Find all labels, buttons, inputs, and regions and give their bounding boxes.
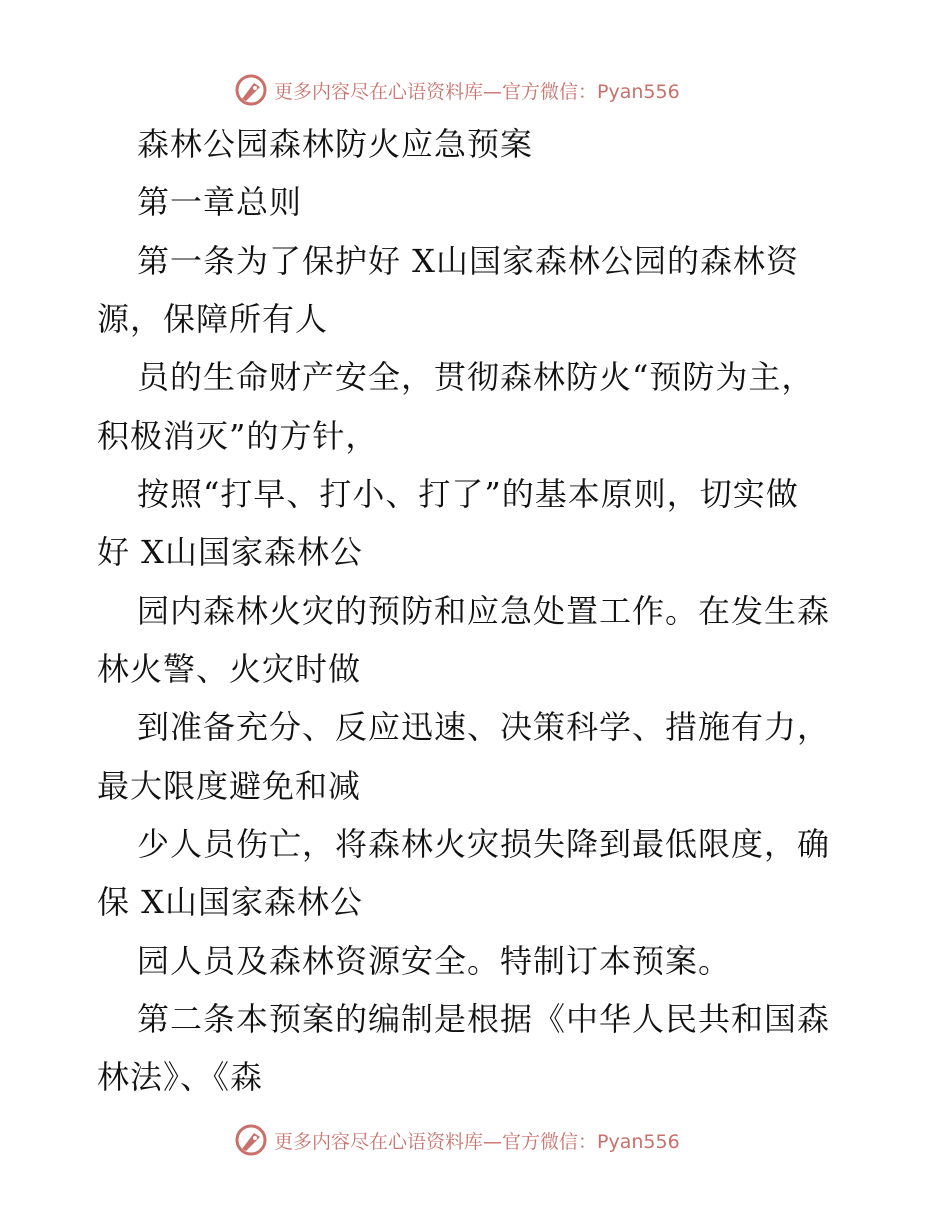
text-line: 到准备充分、反应迅速、决策科学、措施有力， xyxy=(137,708,831,746)
watermark-text: 更多内容尽在心语资料库—官方微信：Pyan556 xyxy=(274,1130,680,1153)
text-line: 第二条本预案的编制是根据《中华人民共和国森 xyxy=(137,1000,831,1038)
text-line: 园人员及森林资源安全。特制订本预案。 xyxy=(137,942,732,980)
text-line: 第一条为了保护好 X山国家森林公园的森林资 xyxy=(137,242,799,280)
text-line: 源，保障所有人 xyxy=(97,300,329,338)
text-line: 员的生命财产安全，贯彻森林防火“预防为主， xyxy=(137,358,815,396)
text-line: 林法》、《森 xyxy=(97,1058,264,1096)
text-line: 积极消灭”的方针， xyxy=(97,417,379,455)
pen-nib-logo-icon xyxy=(234,73,268,107)
text-line: 最大限度避免和减 xyxy=(97,767,362,805)
pen-nib-logo-icon xyxy=(234,1123,268,1157)
text-line: 少人员伤亡，将森林火灾损失降到最低限度，确 xyxy=(137,825,831,863)
text-line: 好 X山国家森林公 xyxy=(97,533,363,571)
chapter-heading: 第一章总则 xyxy=(137,183,303,221)
header-watermark xyxy=(234,72,680,108)
document-title: 森林公园森林防火应急预案 xyxy=(137,125,534,163)
text-line: 按照“打早、打小、打了”的基本原则，切实做 xyxy=(137,475,799,513)
text-line: 林火警、火灾时做 xyxy=(97,650,362,688)
text-line: 保 X山国家森林公 xyxy=(97,883,363,921)
footer-watermark xyxy=(234,1122,680,1158)
watermark-text: 更多内容尽在心语资料库—官方微信：Pyan556 xyxy=(274,80,680,103)
text-line: 园内森林火灾的预防和应急处置工作。在发生森 xyxy=(137,592,831,630)
